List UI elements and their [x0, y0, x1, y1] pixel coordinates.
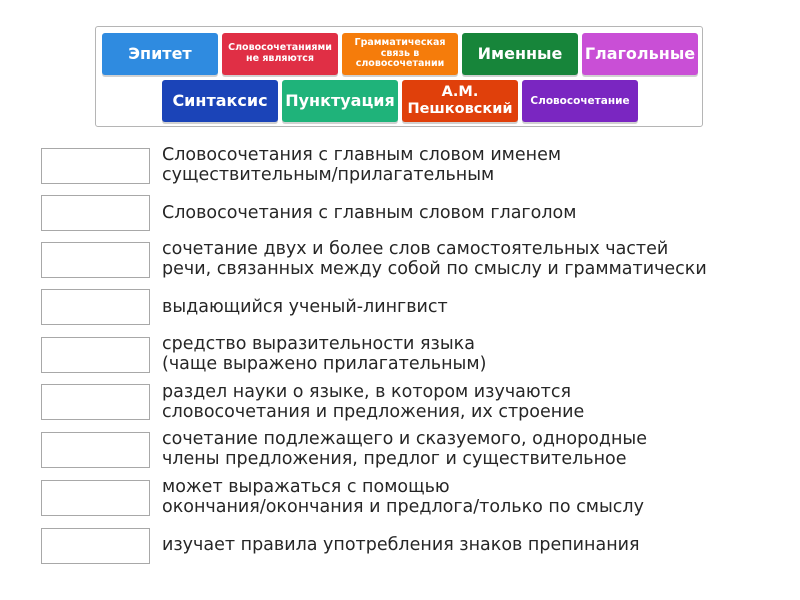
definition-text: сочетание подлежащего и сказуемого, однородные члены предложения, предлог и существительное — [162, 429, 648, 469]
drop-slot[interactable] — [41, 480, 150, 516]
drop-slot[interactable] — [41, 528, 150, 564]
drop-slot[interactable] — [41, 384, 150, 420]
definition-text: выдающийся ученый-лингвист — [162, 297, 448, 317]
tile-label: Именные — [477, 43, 563, 63]
drop-slot[interactable] — [41, 195, 150, 231]
tile-punctuation[interactable] — [282, 80, 398, 122]
tile-epithet[interactable] — [102, 33, 218, 75]
drop-slot[interactable] — [41, 289, 150, 325]
tile-peshkovsky[interactable] — [402, 80, 518, 122]
tile-label: Словосочетаниями не являются — [228, 42, 332, 64]
tile-label: Пунктуация — [285, 90, 395, 110]
tile-syntax[interactable] — [162, 80, 278, 122]
tile-label: Словосочетание — [530, 94, 630, 107]
definition-text: раздел науки о языке, в котором изучаются словосочетания и предложения, их строение — [162, 382, 585, 422]
tile-phrase[interactable] — [522, 80, 638, 122]
tile-nominal[interactable] — [462, 33, 578, 75]
tile-label: Глагольные — [584, 43, 696, 63]
tile-label: Синтаксис — [172, 90, 268, 110]
definition-text: Словосочетания с главным словом глаголом — [162, 203, 577, 223]
definition-text: изучает правила употребления знаков препинания — [162, 535, 640, 555]
tile-verbal[interactable] — [582, 33, 698, 75]
definition-text: средство выразительности языка (чаще выражено прилагательным) — [162, 334, 487, 374]
drop-slot[interactable] — [41, 242, 150, 278]
tile-grammatical-link[interactable] — [342, 33, 458, 75]
tile-bank — [95, 26, 703, 127]
definition-text: может выражаться с помощью окончания/окончания и предлога/только по смыслу — [162, 477, 644, 517]
definition-text: Словосочетания с главным словом именем существительным/прилагательным — [162, 145, 562, 185]
tile-label: А.М. Пешковский — [407, 84, 513, 117]
drop-slot[interactable] — [41, 337, 150, 373]
drop-slot[interactable] — [41, 432, 150, 468]
definition-text: сочетание двух и более слов самостоятельных частей речи, связанных между собой по смыслу и грамматически — [162, 239, 707, 279]
tile-label: Эпитет — [128, 43, 192, 63]
tile-not-phrases[interactable] — [222, 33, 338, 75]
tile-label: Грамматическая связь в словосочетании — [354, 36, 446, 70]
drop-slot[interactable] — [41, 148, 150, 184]
